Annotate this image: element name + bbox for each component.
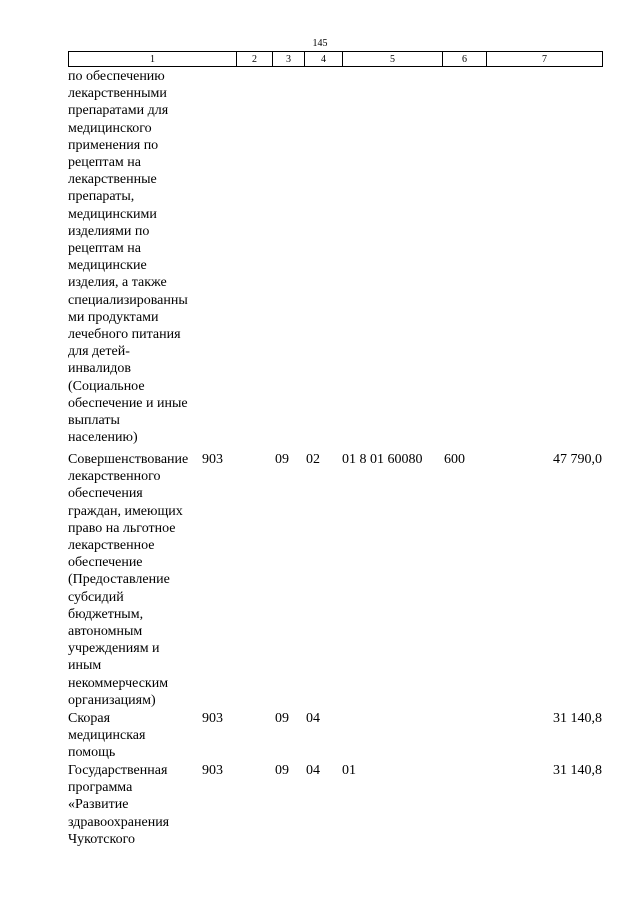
row-admin-code: 903 [202,452,223,467]
row-amount: 31 140,8 [553,763,602,778]
page-number: 145 [312,38,328,49]
row-subsection: 02 [306,452,320,467]
column-header-1: 1 [69,52,237,67]
row-name: Государственная программа «Развитие здравоохранения Чукотского [68,763,170,847]
row-expense-type: 600 [444,452,465,467]
row-subsection: 04 [306,763,320,778]
column-header-table [68,51,603,67]
row-admin-code: 903 [202,763,223,778]
column-header-row [69,52,603,67]
row-section: 09 [275,711,289,726]
row-name: Скорая медицинская помощь [68,711,146,761]
row-name: Совершенствование лекарственного обеспечения граждан, имеющих право на льготное лекарственное обеспечение (Предоставление субсидий бюджетным, автономным учреждениям и иным некоммерческим организациям) [68,452,189,708]
column-header-3: 3 [273,52,305,67]
column-header-7: 7 [487,52,603,67]
row-name: по обеспечению лекарственными препаратами для медицинского применения по рецептам на лекарственные препараты, медицинскими изделиями по рецептам на медицинские изделия, а также специализированны ми продуктами лечебного питания для детей- инвалидов (Социальное обеспечение и иные выплаты населению) [68,69,188,446]
row-target-code: 01 8 01 60080 [342,452,423,467]
column-header-2: 2 [237,52,273,67]
row-admin-code: 903 [202,711,223,726]
row-amount: 47 790,0 [553,452,602,467]
column-header-6: 6 [443,52,487,67]
row-section: 09 [275,452,289,467]
column-header-5: 5 [343,52,443,67]
row-amount: 31 140,8 [553,711,602,726]
row-subsection: 04 [306,711,320,726]
column-header-4: 4 [305,52,343,67]
row-section: 09 [275,763,289,778]
row-target-code: 01 [342,763,356,778]
